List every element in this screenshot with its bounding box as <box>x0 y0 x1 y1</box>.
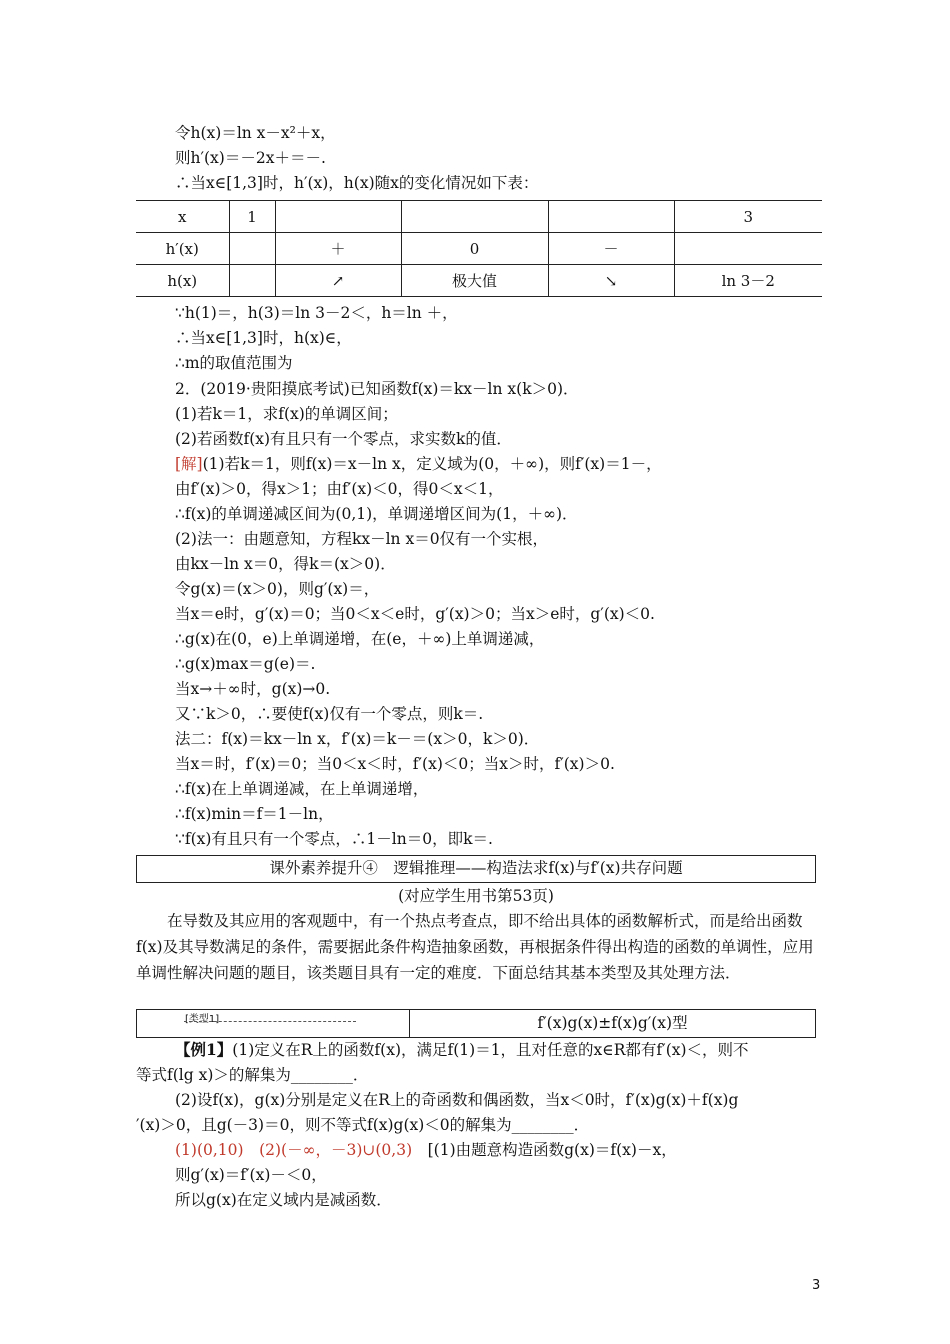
text-line: ∴f(x)的单调递减区间为(0,1)，单调递增区间为(1，＋∞)． <box>175 505 578 523</box>
problem-title: 2．(2019·贵阳摸底考试)已知函数f(x)＝kx－ln x(k＞0)． <box>175 380 579 398</box>
table-row <box>136 265 822 297</box>
text-line: ∴g(x)在(0，e)上单调递增，在(e，＋∞)上单调递减， <box>175 630 545 648</box>
text-line: ∴当x∈[1,3]时，h(x)∈， <box>175 329 352 347</box>
text-line: ∴m的取值范围为 <box>175 354 293 372</box>
table-cell: 1 <box>229 201 275 233</box>
text-line: 法二：f(x)＝kx－ln x，f′(x)＝k－＝(x＞0，k＞0)． <box>175 730 540 748</box>
text-line: 令g(x)＝(x＞0)，则g′(x)＝， <box>175 580 380 598</box>
example-question-2: (2)设f(x)，g(x)分别是定义在R上的奇函数和偶函数，当x＜0时，f′(x)g(x)＋f(x)g <box>175 1091 739 1109</box>
text-line: (2)法一：由题意知，方程kx－ln x＝0仅有一个实根， <box>175 530 549 548</box>
table-cell: － <box>548 233 674 265</box>
table-cell <box>401 201 548 233</box>
section-note: (对应学生用书第53页) <box>398 887 554 905</box>
solution-first-line <box>175 452 662 476</box>
solution-text: (1)若k＝1，则f(x)＝x－ln x，定义域为(0，＋∞)，则f′(x)＝1－， <box>202 455 662 473</box>
section-title: 课外素养提升④ 逻辑推理——构造法求f(x)与f′(x)共存问题 <box>269 859 683 877</box>
table-cell: ln 3－2 <box>674 265 822 297</box>
table-cell <box>229 233 275 265</box>
text-line: 则h′(x)＝－2x＋＝－. <box>175 149 326 167</box>
solution-tag: [解] <box>175 455 203 473</box>
type-title: f′(x)g(x)±f(x)g′(x)型 <box>537 1014 688 1032</box>
table-cell <box>548 201 674 233</box>
table-cell: ＋ <box>275 233 401 265</box>
table-cell: x <box>136 201 229 233</box>
text-line: (1)若k＝1，求f(x)的单调区间； <box>175 405 398 423</box>
text-line: 又∵k＞0，∴要使f(x)仅有一个零点，则k＝. <box>175 705 484 723</box>
example-question-1 <box>175 1038 749 1062</box>
table-cell: ↘ <box>548 265 674 297</box>
text-line: ∵f(x)有且只有一个零点，∴1－ln＝0，即k＝. <box>175 830 493 848</box>
table-row <box>136 201 822 233</box>
text-line: (2)若函数f(x)有且只有一个零点，求实数k的值． <box>175 430 512 448</box>
table-cell <box>674 233 822 265</box>
text-line: ′(x)＞0，且g(－3)＝0，则不等式f(x)g(x)＜0的解集为________． <box>136 1116 590 1134</box>
text-line: 令h(x)＝ln x－x²＋x， <box>175 124 336 142</box>
table-cell: h′(x) <box>136 233 229 265</box>
text-line: 当x＝e时，g′(x)＝0；当0＜x＜e时，g′(x)＞0；当x＞e时，g′(x)＜0. <box>175 605 655 623</box>
text-line: ∴当x∈[1,3]时，h′(x)，h(x)随x的变化情况如下表： <box>175 174 539 192</box>
text-line: 则g′(x)＝f′(x)－＜0， <box>175 1166 327 1184</box>
intro-paragraph: 在导数及其应用的客观题中，有一个热点考查点，即不给出具体的函数解析式，而是给出函数f(x)及其导数满足的条件，需要据此条件构造抽象函数，再根据条件得出构造的函数的单调性，应用单调性解决问题的题目，该类题目具有一定的难度．下面总结其基本类型及其处理方法． <box>136 912 814 982</box>
text-line: ∴f(x)在上单调递减，在上单调递增， <box>175 780 429 798</box>
text-line: 由f′(x)＞0，得x＞1；由f′(x)＜0，得0＜x＜1， <box>175 480 504 498</box>
type-tag: [类型1] <box>185 1014 220 1025</box>
answer-explanation: [(1)由题意构造函数g(x)＝f(x)－x， <box>427 1141 677 1159</box>
table-cell: h(x) <box>136 265 229 297</box>
table-cell: 0 <box>401 233 548 265</box>
answer-2: (2)(－∞，－3)∪(0,3) <box>259 1141 413 1159</box>
answer-line <box>175 1138 677 1162</box>
table-cell: 极大值 <box>401 265 548 297</box>
table-cell <box>275 201 401 233</box>
example-text: (1)定义在R上的函数f(x)，满足f(1)＝1，且对任意的x∈R都有f′(x)＜，则不 <box>232 1041 749 1059</box>
table-cell <box>229 265 275 297</box>
variation-table <box>136 200 822 297</box>
text-line: ∴f(x)min＝f＝1－ln， <box>175 805 334 823</box>
text-line: 当x→＋∞时，g(x)→0. <box>175 680 331 698</box>
text-line: 等式f(lg x)＞的解集为________． <box>136 1066 369 1084</box>
text-line: 当x＝时，f′(x)＝0；当0＜x＜时，f′(x)＜0；当x＞时，f′(x)＞0. <box>175 755 615 773</box>
text-line: ∴g(x)max＝g(e)＝. <box>175 655 316 673</box>
type-box <box>136 1009 816 1038</box>
example-label: 【例1】 <box>175 1040 233 1059</box>
text-line: ∵h(1)＝，h(3)＝ln 3－2＜，h＝ln ＋， <box>175 304 458 322</box>
table-cell: 3 <box>674 201 822 233</box>
answer-1: (1)(0,10) <box>175 1141 244 1159</box>
section-heading-box <box>136 855 816 883</box>
dashed-rule <box>184 1021 356 1022</box>
table-row <box>136 233 822 265</box>
text-line: 所以g(x)在定义域内是减函数． <box>175 1191 392 1209</box>
text-line: 由kx－ln x＝0，得k＝(x＞0)． <box>175 555 396 573</box>
page-number: 3 <box>812 1278 821 1293</box>
table-cell: ↗ <box>275 265 401 297</box>
